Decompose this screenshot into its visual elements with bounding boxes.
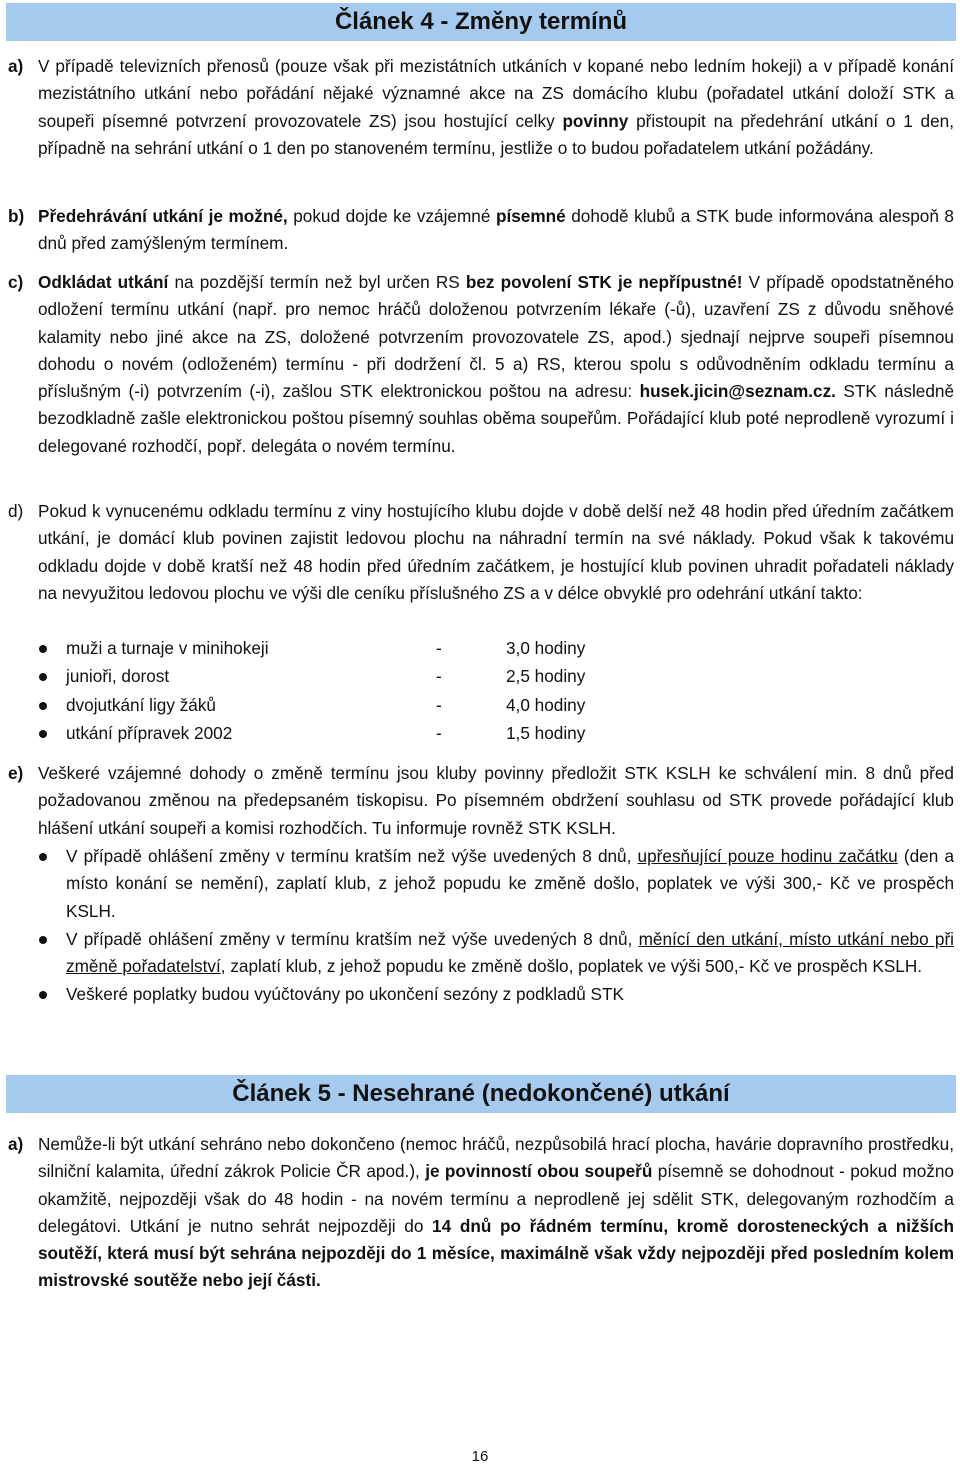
rate-value: 4,0 hodiny [506,694,586,715]
paragraph-body [38,53,954,162]
bold-span: povinny [562,110,629,131]
text-span: STK následně bezodkladně zašle elektronickou poštou písemný souhlas oběma soupeřům. Pořádající klub poté neprodleně vyrozumí i delegované rozhodčí, popř. delegáta o novém termínu. [38,381,955,456]
text-span: V případě ohlášení změny v termínu kratším než výše uvedených 8 dnů, [66,928,639,949]
bullet-icon [39,853,47,861]
underlined-span: upřesňující pouze hodinu začátku [637,846,898,866]
paragraph-body [38,1131,954,1295]
text-span: V případě ohlášení změny v termínu kratším než výše uvedených 8 dnů, [66,846,638,866]
article-4-title: Článek 4 - Změny termínů [334,8,628,35]
article-4-paragraph-e [8,760,954,842]
bullet-icon [39,645,47,653]
paragraph-marker: e) [8,763,24,783]
article-5-header [6,1075,956,1113]
text-span: pokud dojde ke vzájemné [287,206,496,226]
rate-row [38,663,954,690]
text-span: (den a místo konání se nemění), zaplatí klub, z jehož popudu ke změně došlo, poplatek ve výši 300,- Kč ve prospěch KSLH. [66,846,955,921]
rate-row [38,635,954,662]
rate-dash: - [436,722,442,743]
bold-span: Předehrávání utkání [38,206,204,226]
text-span: dohodě klubů a STK bude informována alespoň 8 dnů před zamýšleným termínem. [38,206,954,254]
rate-value: 1,5 hodiny [506,722,586,743]
text-span: přistoupit na předehrání utkání o 1 den, případně na sehrání utkání o 1 den po stanoveném termínu, jestliže o to budou pořadatelem utkání požádány. [38,110,954,158]
bullet-icon [39,991,47,999]
article-5-paragraph-a [8,1131,954,1295]
text-span: , zaplatí klub, z jehož popudu ke změně došlo, poplatek ve výši 500,- Kč ve prospěch KSLH. [220,956,923,977]
article-5-title: Článek 5 - Nesehrané (nedokončené) utkání [232,1080,730,1107]
paragraph-marker: a) [8,56,24,76]
bullet-icon [39,673,47,681]
ice-rates-list [38,635,954,747]
rate-row [38,692,954,719]
paragraph-body: Pokud k vynucenému odkladu termínu z viny hostujícího klubu dojde v době delší než 48 hodin před úředním začátkem utkání, je domácí klub povinen zajistit ledovou plochu na náhradní termín na své náklady. Pokud však k takovému odkladu dojde v době kratší než 48 hodin před úředním začátkem, je hostující klub povinen uhradit pořadateli náklady na nevyužitou ledovou plochu ve výši dle ceníku příslušného ZS a v délce obvyklé pro odehrání utkání takto: [38,501,954,603]
article-4-paragraph-d [8,498,954,607]
paragraph-marker: d) [8,501,24,521]
rate-value: 2,5 hodiny [506,666,586,687]
text-span: na pozdější termín než byl určen RS [168,272,466,292]
paragraph-body [38,269,954,460]
bullet-icon [39,702,47,710]
rate-label: muži a turnaje v minihokeji [66,638,269,658]
bullet-icon [39,730,47,738]
paragraph-body: Veškeré vzájemné dohody o změně termínu jsou kluby povinny předložit STK KSLH ke schválení min. 8 dnů před požadovanou změnou na předepsaném tiskopisu. Po písemném obdržení souhlasu od STK provede pořádající klub hlášení utkání soupeři a komisi rozhodčích. Tu informuje rovněž STK KSLH. [38,763,954,838]
fee-bullet [38,981,954,1008]
email-address: husek.jicin@seznam.cz. [639,381,836,402]
text-span: Nemůže-li být utkání sehráno nebo dokončeno (nemoc hráčů, nezpůsobilá hrací plocha, havárie dopravního prostředku, silniční kalamita, úřední zákrok Policie ČR apod.), [38,1134,954,1182]
rate-dash: - [436,666,442,687]
fee-bullet [38,926,954,981]
bold-span: 14 dnů po řádném termínu, kromě dorosteneckých a nižších soutěží, která musí být sehrána nejpozději do 1 měsíce, maximálně však vždy nejpozději před posledním kolem mistrovské soutěže nebo její části. [38,1215,954,1291]
article-4-header [6,3,956,41]
text-span: písemně se dohodnout - pokud možno okamžitě, nejpozději však do 48 hodin - na novém termínu a neprodleně jej sdělit STK, delegovaným rozhodčím a delegátovi. Utkání je nutno sehrát nejpozději do [38,1161,954,1236]
bold-span: Odkládat utkání [38,272,169,292]
article-4-paragraph-a [8,53,954,162]
underlined-span: měnící den utkání, místo utkání nebo při změně pořadatelství [66,928,954,977]
text-span: V případě opodstatněného odložení termínu utkání (např. pro nemoc hráčů doloženou potvrzením lékaře (-ů), uzavření ZS z důvodu sněhové kalamity nebo jiné akce na ZS, doložené potvrzením provozovatele ZS, apod.) sjednají nejprve soupeři písemnou dohodu o novém (odloženém) termínu - při dodržení čl. 5 a) RS, kterou spolu s odůvodněním odkladu termínu a příslušným (-i) potvrzením (-i), zašlou STK elektronickou poštou na adresu: [38,272,954,402]
rate-value: 3,0 hodiny [506,638,586,658]
article-4-paragraph-c [8,269,954,460]
paragraph-body [38,203,954,258]
fee-bullet [38,843,954,925]
rate-dash: - [436,694,442,715]
text-span: V případě televizních přenosů (pouze však při mezistátních utkáních v kopané nebo ledním hokeji) a v případě konání mezistátního utkání nebo pořádání nějaké významné akce na ZS domácího klubu (pořadatel utkání doloží STK a soupeři písemné potvrzení provozovatele ZS) jsou hostující celky [38,56,954,131]
bold-span: je možné, [208,206,288,226]
text-span: Veškeré poplatky budou vyúčtovány po ukončení sezóny z podkladů STK [66,984,624,1005]
rate-label: dvojutkání ligy žáků [66,694,216,715]
article-4-paragraph-b [8,203,954,258]
bold-span: je povinností obou soupeřů [425,1161,653,1182]
bullet-icon [39,936,47,944]
paragraph-marker: c) [8,272,24,292]
paragraph-marker: a) [8,1134,24,1154]
page-number: 16 [471,1448,489,1465]
rate-row [38,720,954,747]
rate-dash: - [436,638,442,658]
bold-span: bez povolení STK je nepřípustné! [465,272,743,292]
bold-span: písemné [495,206,566,226]
rate-label: junioři, dorost [66,666,170,687]
paragraph-marker: b) [8,206,25,226]
fee-bullet-list [38,843,954,1009]
rate-label: utkání přípravek 2002 [66,722,233,743]
